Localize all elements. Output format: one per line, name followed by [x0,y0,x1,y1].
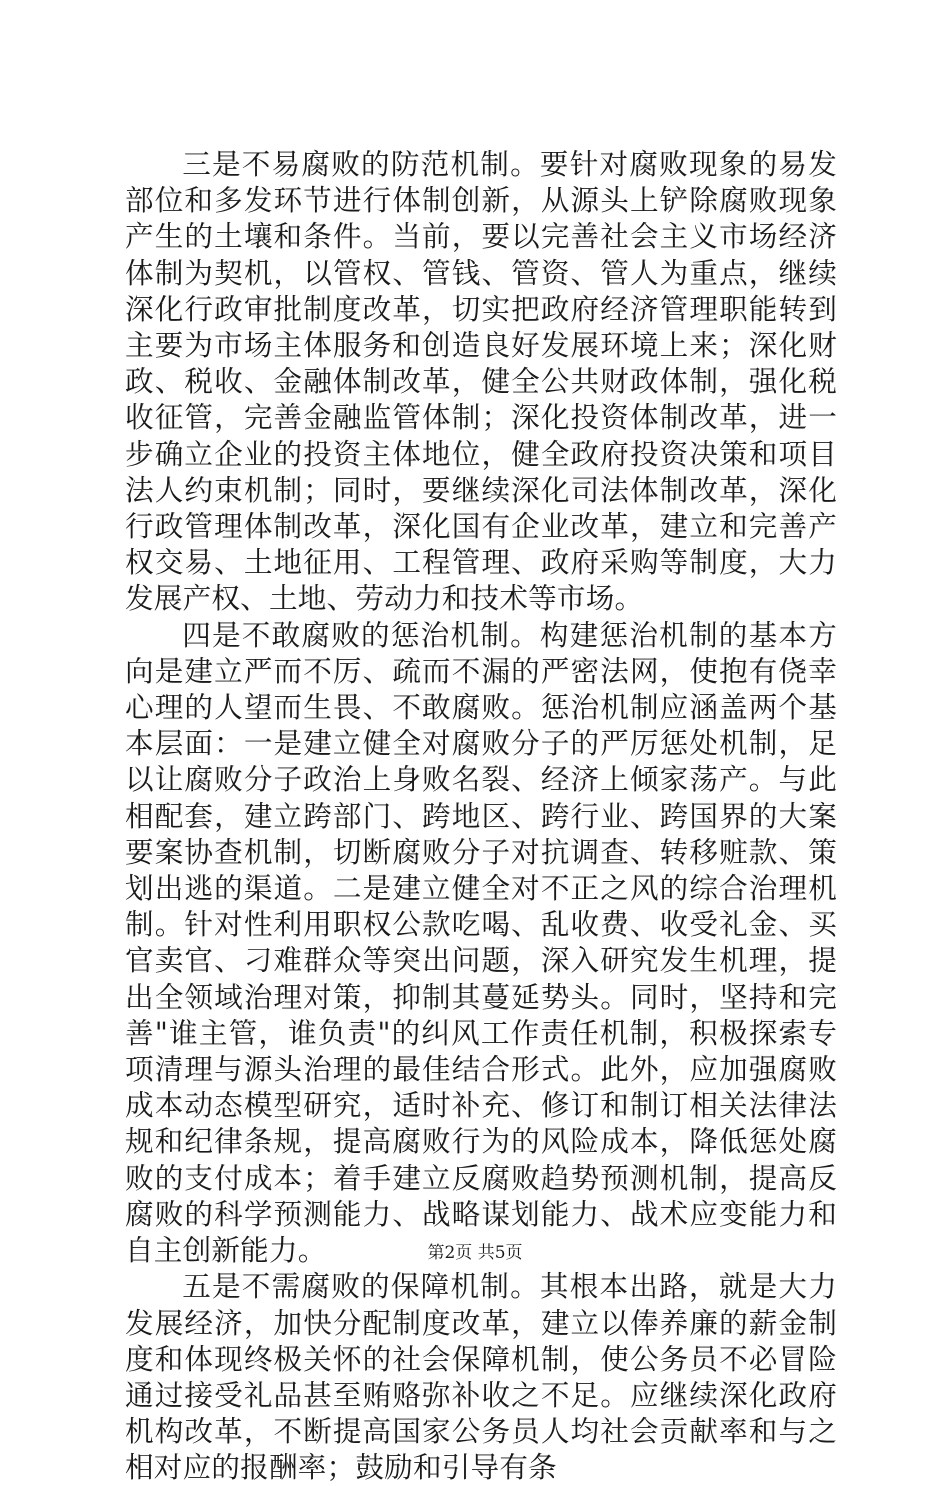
paragraph-punishment-mechanism: 四是不敢腐败的惩治机制。构建惩治机制的基本方向是建立严而不厉、疏而不漏的严密法网，使抱有侥幸心理的人望而生畏、不敢腐败。惩治机制应涵盖两个基本层面：一是建立健全对腐败分子的严厉惩处机制，足以让腐败分子政治上身败名裂、经济上倾家荡产。与此相配套，建立跨部门、跨地区、跨行业、跨国界的大案要案协查机制，切断腐败分子对抗调查、转移赃款、策划出逃的渠道。二是建立健全对不正之风的综合治理机制。针对性利用职权公款吃喝、乱收费、收受礼金、买官卖官、刁难群众等突出问题，深入研究发生机理，提出全领域治理对策，抑制其蔓延势头。同时，坚持和完善"谁主管，谁负责"的纠风工作责任机制，积极探索专项清理与源头治理的最佳结合形式。此外，应加强腐败成本动态模型研究，适时补充、修订和制订相关法律法规和纪律条规，提高腐败行为的风险成本，降低惩处腐败的支付成本；着手建立反腐败趋势预测机制，提高反腐败的科学预测能力、战略谋划能力、战术应变能力和自主创新能力。 [125,617,837,1268]
document-body [125,146,837,1486]
page-footer [0,1238,950,1263]
paragraph-guarantee-mechanism: 五是不需腐败的保障机制。其根本出路，就是大力发展经济，加快分配制度改革，建立以俸养廉的薪金制度和体现终极关怀的社会保障机制，使公务员不必冒险通过接受礼品甚至贿赂弥补收之不足。应继续深化政府机构改革，不断提高国家公务员人均社会贡献率和与之相对应的报酬率；鼓励和引导有条 [125,1269,837,1485]
page-number-label: 第2页 共5页 [427,1243,523,1263]
paragraph-prevention-mechanism: 三是不易腐败的防范机制。要针对腐败现象的易发部位和多发环节进行体制创新，从源头上铲除腐败现象产生的土壤和条件。当前，要以完善社会主义市场经济体制为契机，以管权、管钱、管资、管人为重点，继续深化行政审批制度改革，切实把政府经济管理职能转到主要为市场主体服务和创造良好发展环境上来；深化财政、税收、金融体制改革，健全公共财政体制，强化税收征管，完善金融监管体制；深化投资体制改革，进一步确立企业的投资主体地位，健全政府投资决策和项目法人约束机制；同时，要继续深化司法体制改革，深化行政管理体制改革，深化国有企业改革，建立和完善产权交易、土地征用、工程管理、政府采购等制度，大力发展产权、土地、劳动力和技术等市场。 [125,147,837,616]
